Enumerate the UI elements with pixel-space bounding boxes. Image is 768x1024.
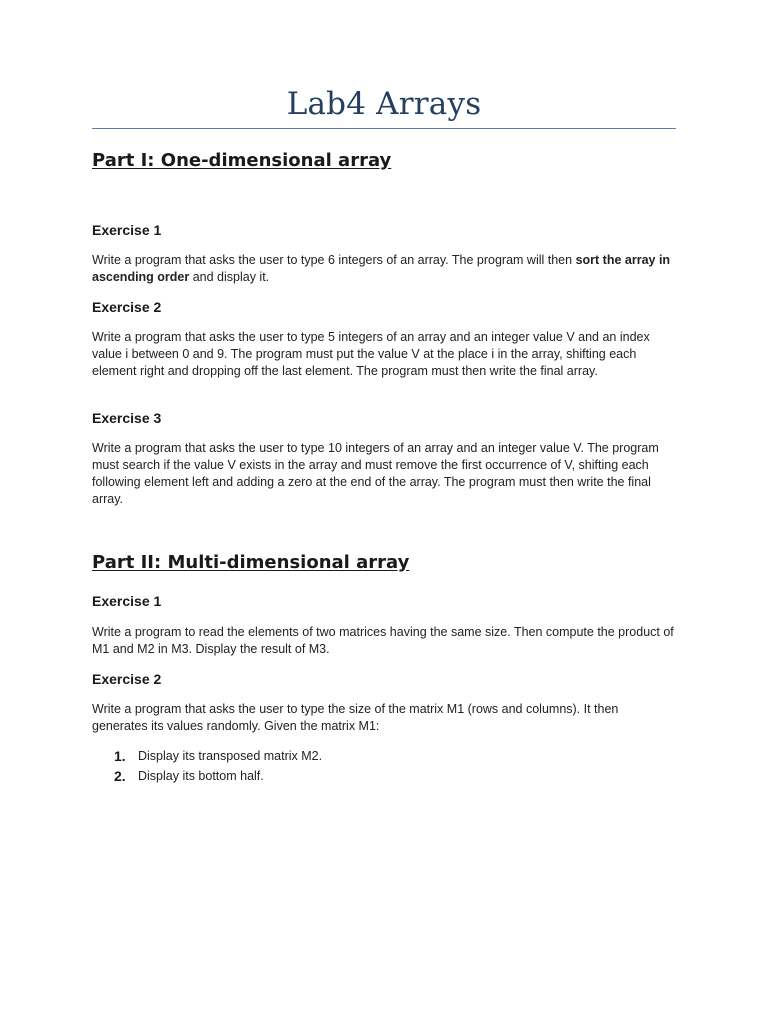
- part2-exercise2-list: [92, 746, 676, 786]
- list-item: [92, 766, 676, 786]
- list-item-text: Display its transposed matrix M2.: [138, 749, 323, 763]
- part1-exercise3-text: Write a program that asks the user to type 10 integers of an array and an integer value V. The program must search if the value V exists in the array and must remove the first occurrence of V, shifting each following element left and adding a zero at the end of the array. The program must then write the final array.: [92, 441, 659, 506]
- part1-heading: Part I: One-dimensional array: [92, 150, 392, 171]
- part1-exercise2-heading: Exercise 2: [92, 299, 162, 315]
- part2-heading: Part II: Multi-dimensional array: [92, 552, 410, 573]
- part1-exercise1-text-emphasis: sort the array in ascending order: [92, 253, 671, 284]
- part1-exercise3-heading: Exercise 3: [92, 410, 162, 426]
- part1-exercise1-text: [92, 252, 676, 286]
- document-title: Lab4 Arrays: [286, 86, 482, 122]
- part1-exercise1-text-end: and display it.: [189, 270, 270, 284]
- part1-exercise1-text-start: Write a program that asks the user to type 6 integers of an array. The program will then: [92, 253, 576, 267]
- list-item: [92, 746, 676, 766]
- list-item-number: 1.: [114, 748, 126, 764]
- part2-exercise2-heading: Exercise 2: [92, 671, 162, 687]
- list-item-text: Display its bottom half.: [138, 769, 264, 783]
- part2-exercise1-text: Write a program to read the elements of two matrices having the same size. Then compute the product of M1 and M2 in M3. Display the result of M3.: [92, 625, 674, 656]
- part1-exercise2-text: Write a program that asks the user to type 5 integers of an array and an integer value V and an index value i between 0 and 9. The program must put the value V at the place i in the array, shifting each element right and dropping off the last element. The program must then write the final array.: [92, 330, 650, 378]
- part2-exercise2-text: Write a program that asks the user to type the size of the matrix M1 (rows and columns). It then generates its values randomly. Given the matrix M1:: [92, 702, 619, 733]
- part1-exercise1-heading: Exercise 1: [92, 222, 162, 238]
- list-item-number: 2.: [114, 768, 126, 784]
- title-divider: [92, 128, 676, 129]
- part2-exercise1-heading: Exercise 1: [92, 593, 162, 609]
